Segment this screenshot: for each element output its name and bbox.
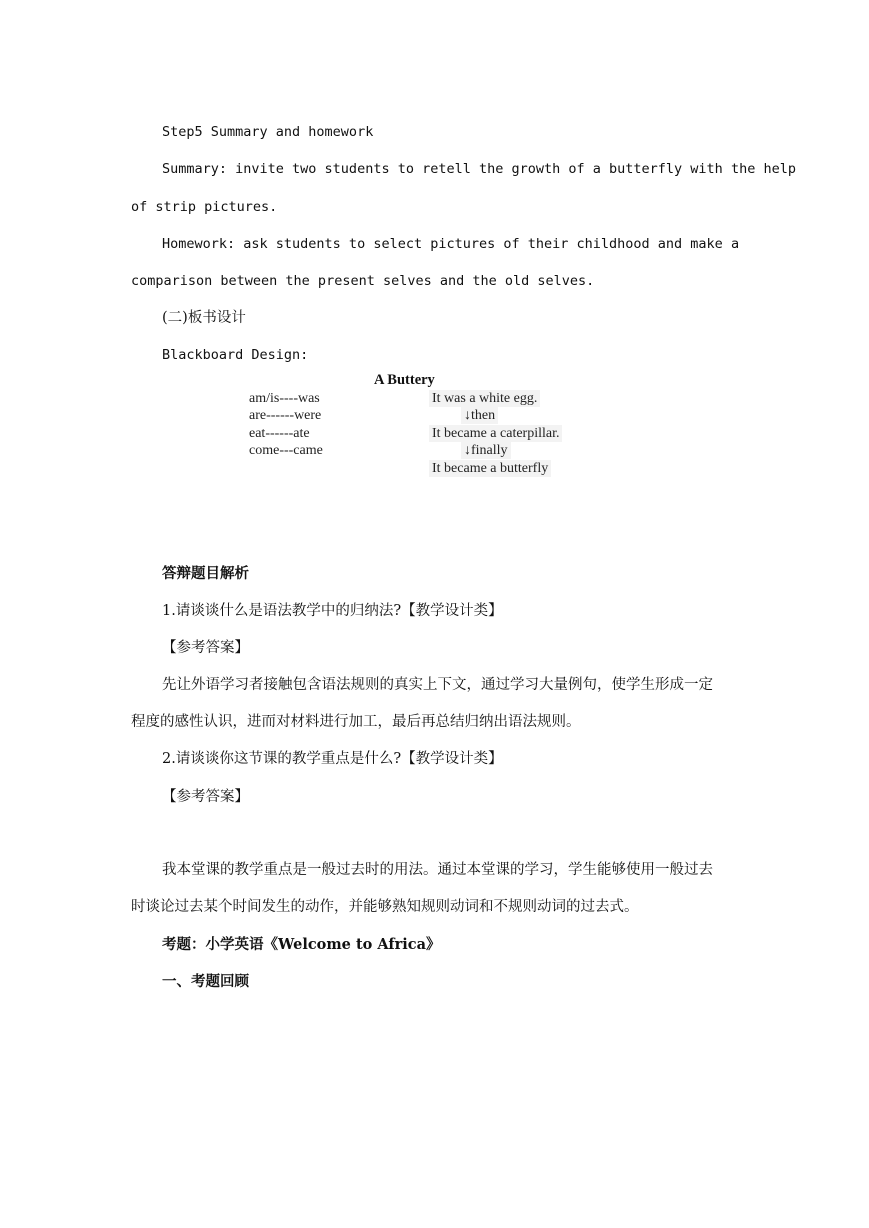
topic-heading: 考题：小学英语《Welcome to Africa》 — [162, 936, 441, 953]
homework-line-2: comparison between the present selves and the old selves. — [131, 273, 595, 289]
board-seq-5: It became a butterfly — [429, 460, 551, 477]
defense-heading: 答辩题目解析 — [162, 565, 249, 582]
board-seq-3: It became a caterpillar. — [429, 425, 562, 442]
board-verb-2: are------were — [249, 408, 322, 423]
summary-line-2: of strip pictures. — [131, 199, 278, 215]
review-heading: 一、考题回顾 — [162, 973, 249, 990]
answer-1-line-2: 程度的感性认识，进而对材料进行加工，最后再总结归纳出语法规则。 — [131, 714, 581, 730]
blackboard-image — [246, 370, 586, 480]
step5-heading: Step5 Summary and homework — [162, 124, 374, 140]
homework-line-1: Homework: ask students to select pictures of their childhood and make a — [162, 236, 740, 252]
question-1: 1.请谈谈什么是语法教学中的归纳法?【教学设计类】 — [162, 603, 503, 619]
question-2: 2.请谈谈你这节课的教学重点是什么?【教学设计类】 — [162, 751, 503, 767]
board-seq-4: ↓finally — [461, 442, 511, 459]
answer-2-line-1: 我本堂课的教学重点是一般过去时的用法。通过本堂课的学习，学生能够使用一般过去 — [162, 862, 713, 878]
answer-2-line-2: 时谈论过去某个时间发生的动作，并能够熟知规则动词和不规则动词的过去式。 — [131, 899, 639, 915]
board-verb-3: eat------ate — [249, 426, 310, 441]
board-verb-1: am/is----was — [249, 391, 320, 406]
board-section-heading: (二)板书设计 — [162, 310, 246, 326]
board-title: A Buttery — [374, 372, 435, 388]
blackboard-label: Blackboard Design: — [162, 347, 309, 363]
answer-1-line-1: 先让外语学习者接触包含语法规则的真实上下文，通过学习大量例句，使学生形成一定 — [162, 677, 713, 693]
reference-answer-2: 【参考答案】 — [162, 789, 249, 805]
summary-line-1: Summary: invite two students to retell the growth of a butterfly with the help — [162, 161, 796, 177]
reference-answer-1: 【参考答案】 — [162, 640, 249, 656]
board-seq-1: It was a white egg. — [429, 390, 540, 407]
board-seq-2: ↓then — [461, 407, 498, 424]
board-verb-4: come---came — [249, 443, 323, 458]
